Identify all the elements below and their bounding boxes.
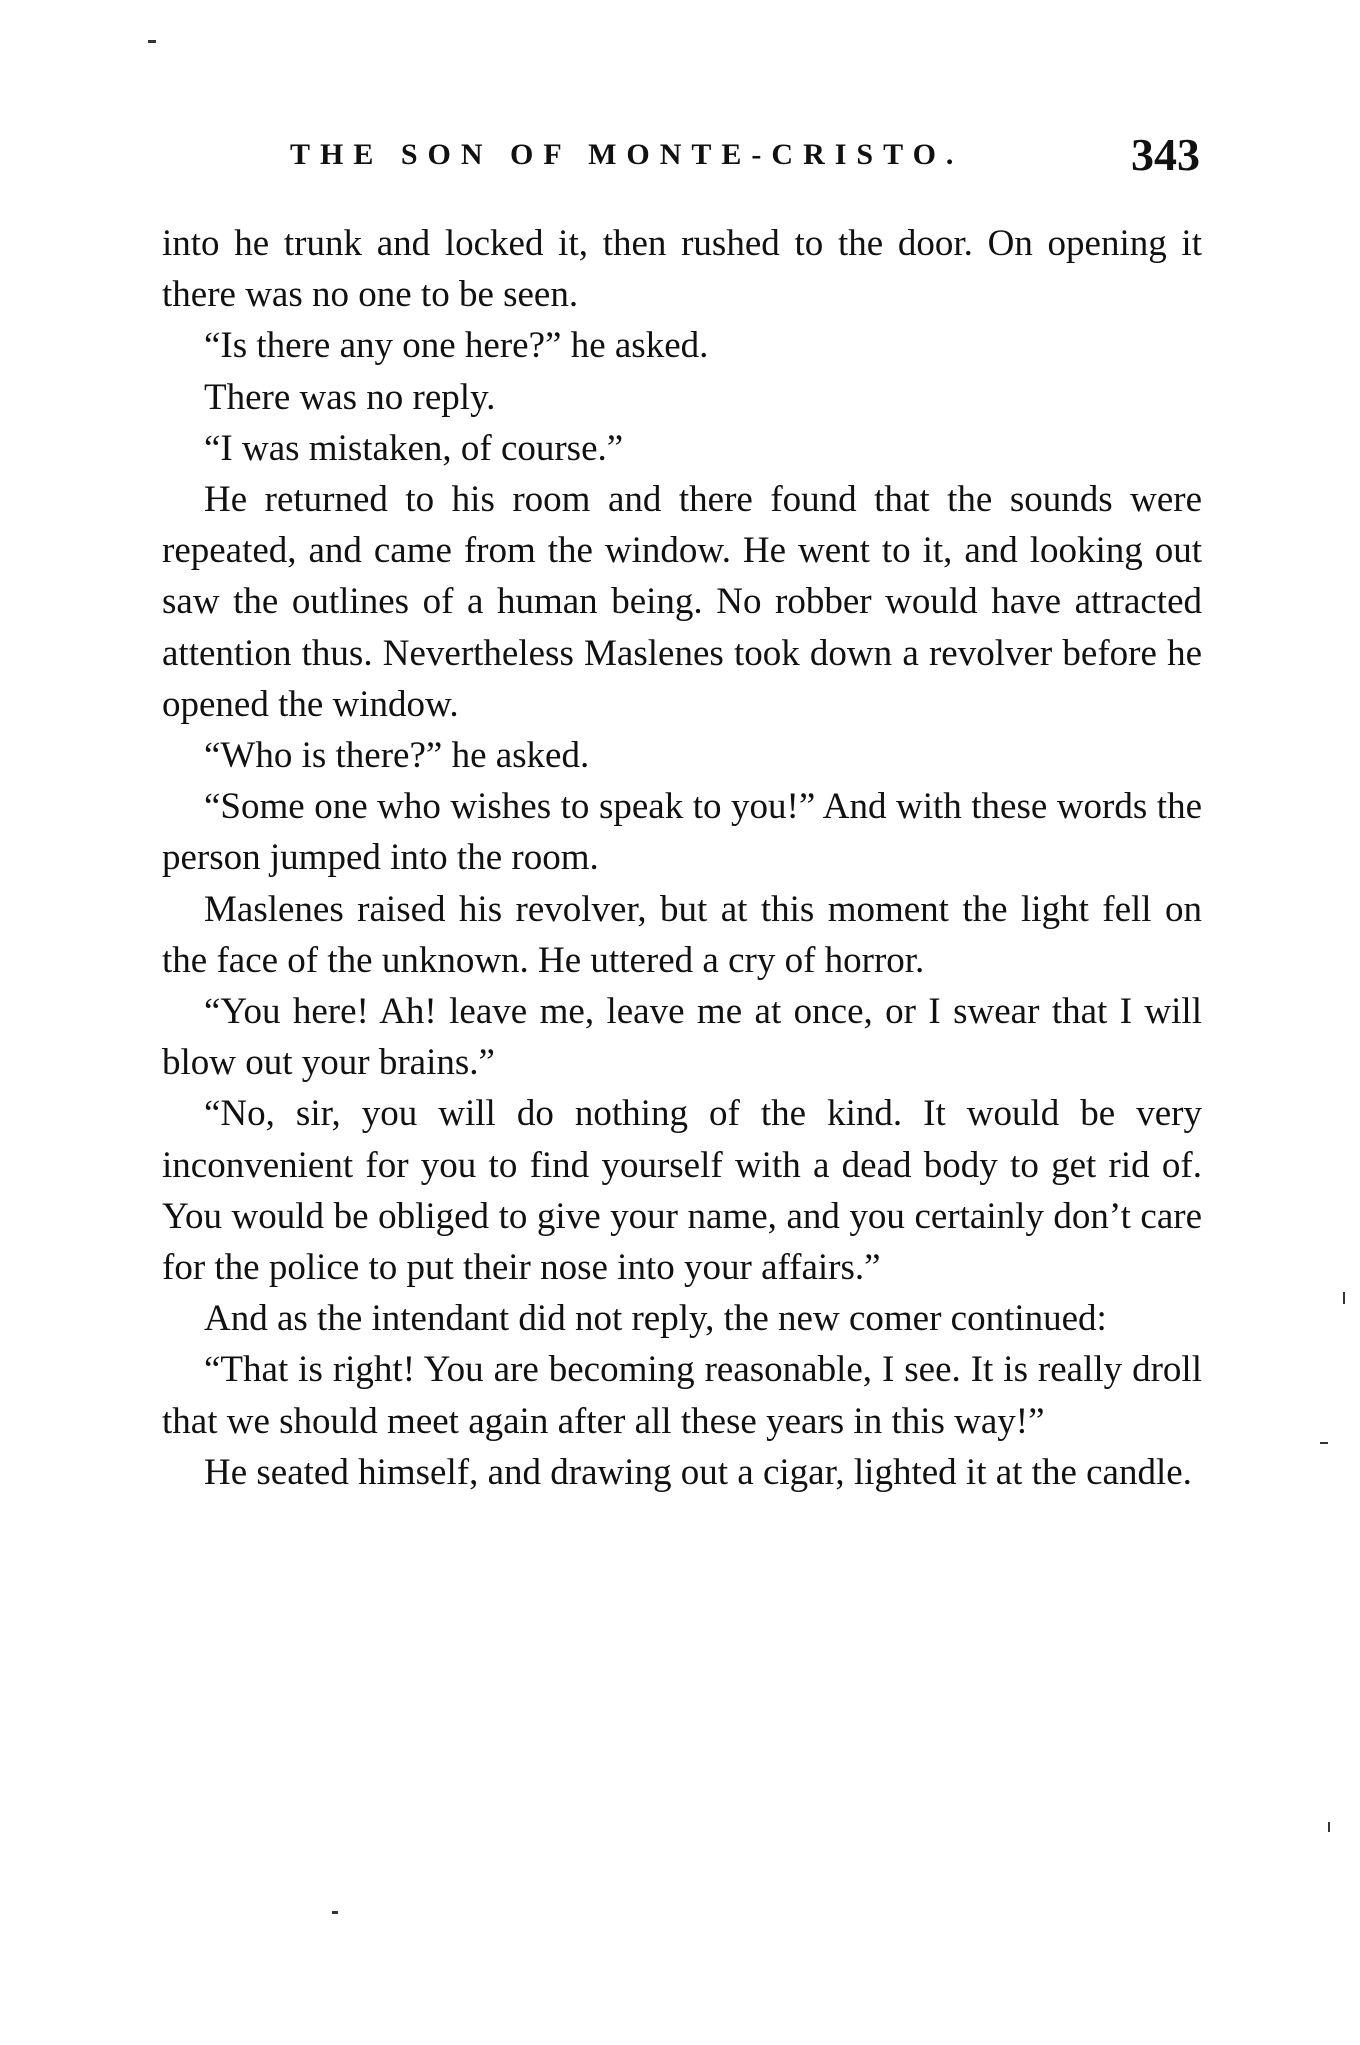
scan-speck (332, 1911, 338, 1914)
scan-speck (1343, 1292, 1345, 1304)
scan-speck (148, 40, 156, 43)
page-header (290, 128, 1200, 188)
running-title: THE SON OF MONTE-CRISTO. (290, 138, 964, 171)
paragraph: “No, sir, you will do nothing of the kind. It would be very inconvenient for you to find yourself with a dead body to get rid of. You would be obliged to give your name, and you certainly don’t care for the police to put their nose into your affairs.” (162, 1093, 1202, 1289)
paragraph: “You here! Ah! leave me, leave me at once, or I swear that I will blow out your brains.” (162, 991, 1202, 1084)
paragraph: “That is right! You are becoming reasonable, I see. It is really droll that we should meet again after all these years in this way!” (162, 1349, 1202, 1442)
paragraph: He seated himself, and drawing out a cigar, lighted it at the candle. (204, 1451, 1192, 1493)
scan-speck (1320, 1442, 1328, 1444)
paragraph: And as the intendant did not reply, the new comer continued: (204, 1298, 1107, 1340)
paragraph: “Some one who wishes to speak to you!” And with these words the person jumped into the room. (162, 786, 1202, 879)
paragraph: into he trunk and locked it, then rushed to the door. On opening it there was no one to be seen. (162, 223, 1202, 316)
paragraph: Maslenes raised his revolver, but at this moment the light fell on the face of the unknown. He uttered a cry of horror. (162, 888, 1202, 981)
paragraph: He returned to his room and there found that the sounds were repeated, and came from the window. He went to it, and looking out saw the outlines of a human being. No robber would have attracted attention thus. Nevertheless Maslenes took down a revolver before he opened the window. (162, 479, 1202, 725)
paragraph: “Who is there?” he asked. (204, 735, 590, 777)
page-number: 343 (1131, 129, 1200, 180)
paragraph: “I was mistaken, of course.” (204, 427, 624, 469)
paragraph: There was no reply. (204, 376, 496, 418)
paragraph: “Is there any one here?” he asked. (204, 325, 709, 367)
scan-speck (1328, 1822, 1330, 1832)
body-text (162, 218, 1202, 1498)
